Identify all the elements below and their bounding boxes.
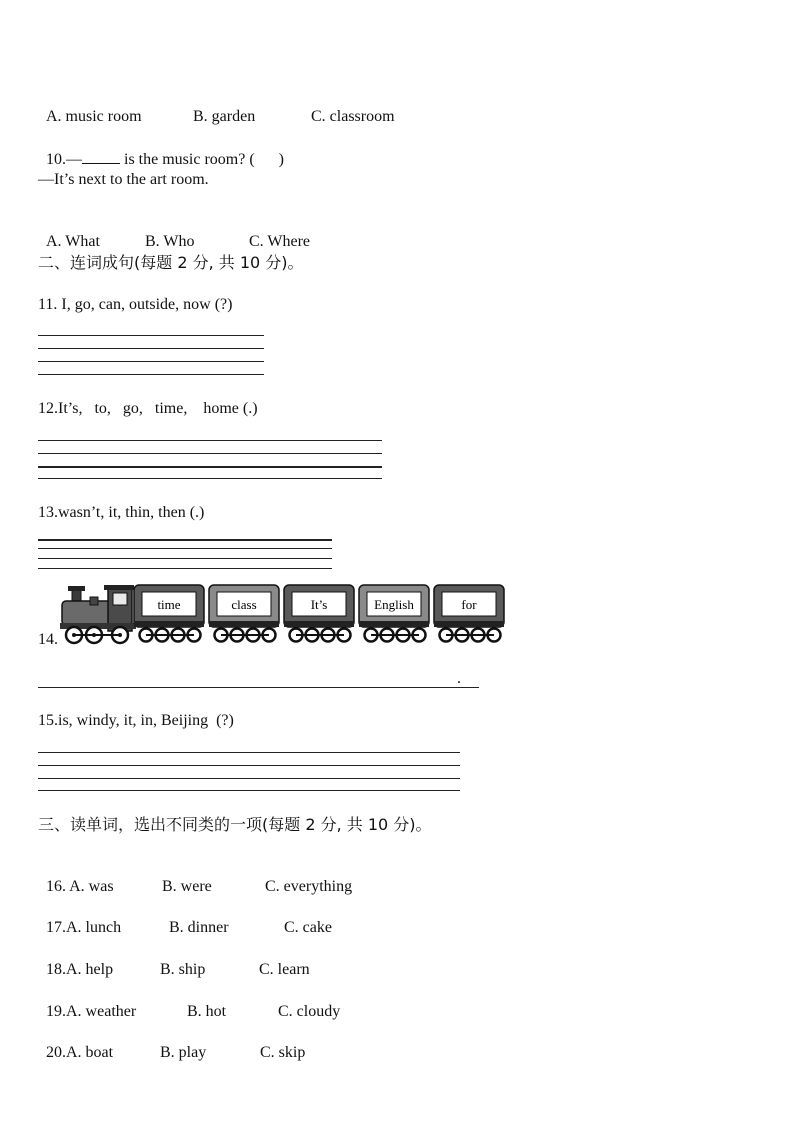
q19-row [38,982,341,1022]
q9-option-b: B. garden [193,108,256,125]
q10-close-paren: ) [278,151,284,168]
q10-option-a: A. What [46,233,100,250]
train-car-label: time [157,597,181,612]
q10-option-b: B. Who [145,233,195,250]
section-2-title: 二、连词成句(每题 2 分, 共 10 分)。 [38,253,304,272]
q20-option-b: B. play [160,1044,207,1061]
q16-option-b: B. were [162,878,212,895]
q15-prompt: 15.is, windy, it, in, Beijing (?) [38,712,234,729]
train-car [284,585,354,642]
q18-row [38,940,310,980]
q11-prompt: 11. I, go, can, outside, now (?) [38,296,233,313]
q9-option-c: C. classroom [311,108,395,125]
q20-option-c: C. skip [260,1044,306,1061]
q19-number: 19. [46,1003,66,1020]
train-car [134,585,204,642]
q17-number: 17. [46,919,66,936]
q18-option-a: A. help [66,961,114,978]
q18-number: 18. [46,961,66,978]
q17-option-c: C. cake [284,919,332,936]
q9-options [38,87,395,127]
q19-option-b: B. hot [187,1003,227,1020]
q10-question [38,129,284,170]
train-car-label: class [231,597,257,612]
q18-option-c: C. learn [259,961,310,978]
train-car [359,585,429,642]
q12-prompt: 12.It’s, to, go, time, home (.) [38,400,258,417]
q20-option-a: A. boat [66,1044,114,1061]
q20-row [38,1023,306,1063]
q19-option-c: C. cloudy [278,1003,341,1020]
q16-number: 16. [46,878,70,895]
q10-suffix: is the music room? ( [120,151,255,168]
q19-option-a: A. weather [66,1003,137,1020]
q13-prompt: 13.wasn’t, it, thin, then (.) [38,504,205,521]
train-car [209,585,279,642]
q16-row [38,857,353,897]
q14-number: 14. [38,631,58,648]
locomotive-icon [60,585,136,643]
q17-option-b: B. dinner [169,919,229,936]
q14-period: . [457,670,461,687]
q16-option-a: A. was [69,878,114,895]
q18-option-b: B. ship [160,961,206,978]
q17-row [38,898,332,938]
section-3-title: 三、读单词，选出不同类的一项(每题 2 分, 共 10 分)。 [38,815,432,834]
q10-blank [82,149,120,164]
q20-number: 20. [46,1044,66,1061]
q9-option-a: A. music room [46,108,142,125]
q16-option-c: C. everything [265,878,353,895]
q10-option-c: C. Where [249,233,311,250]
train-car-label: English [374,597,414,612]
train-car [434,585,504,642]
q17-option-a: A. lunch [66,919,122,936]
train-car-label: It’s [310,597,328,612]
train-car-label: for [461,597,477,612]
q10-answer-line: —It’s next to the art room. [38,171,209,188]
q10-prefix: 10.— [46,151,82,168]
train-illustration [60,583,506,645]
q10-options [38,212,311,252]
train-cars [134,585,504,642]
